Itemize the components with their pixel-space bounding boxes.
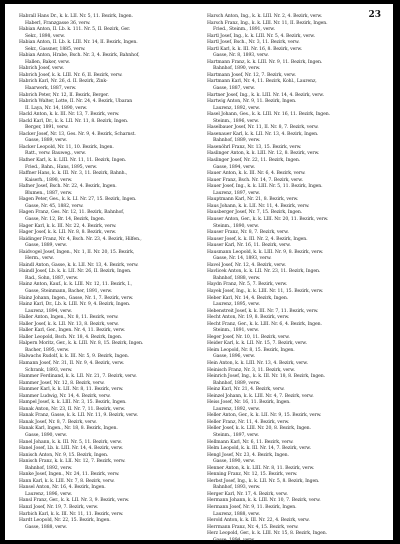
entry-columns	[19, 14, 385, 543]
directory-entry-line: Heinz Karl, Nr. 21, 4. Bezirk, verw.	[207, 387, 285, 393]
directory-entry-line: Heller Franz, Nr. 11, 4. Bezirk, verw.	[207, 419, 290, 425]
directory-entry-line: Bahnhof, 1888, verw.	[213, 275, 261, 281]
directory-entry-line: Gasse, 1890, verw.	[25, 433, 67, 438]
directory-entry-line: Hartwig Anton, Nr. 9, 11. Bezirk, Ingen.	[207, 99, 297, 105]
directory-entry-line: Habian Anton, II. Lb. k. LIII. Nr. 14, II. Bezirk, Ingen.	[19, 40, 138, 46]
directory-entry-line: Hacker Josef, Nr. 13, Ges. Nr. 9, 4. Bezirk, Scharnst.	[19, 131, 136, 137]
directory-entry-line: Laurenz, 1897, verw.	[213, 190, 260, 196]
directory-entry-line: Herger Karl, Nr. 17, 4. Bezirk, verw.	[207, 491, 288, 497]
directory-entry-line: Hainz Johann, Ingen., Gasse, Nr. 1, 7. Bezirk, verw.	[19, 295, 134, 301]
directory-entry-line: Steinm., 1896, verw.	[213, 118, 259, 124]
right-column	[207, 14, 385, 543]
directory-entry-line: II. Laya, Nr. 14, 1890, verw.	[25, 105, 88, 111]
directory-entry-line: Habrich Josef, k. k. LIII. Nr. 6, II. Bezirk, verw.	[19, 72, 123, 78]
directory-entry-line: Harsch Franz, Ing., k. k. LIII. Nr. 11, II. Bezirk, Ingen.	[207, 20, 328, 26]
directory-entry-line: Rad., Sohn, 1887, verw.	[25, 275, 79, 281]
directory-entry-line: Sekr., Gassner, 1885, verw.	[25, 46, 86, 52]
directory-entry-line: Haidinger Franz, Nr. 4, Bsch. Nr. 23, 4. Bezirk, Hilfen.,	[19, 236, 142, 242]
directory-entry-line: Havlicek Anton, k. k. LII. Nr. 23, 11. Bezirk, Ingen.	[207, 269, 321, 275]
directory-entry-line: Haydn Franz, Nr. 5, 7. Bezirk, verw.	[207, 282, 288, 288]
directory-entry-line: Heinrich Josef, Ing., k. k. III. Nr. 18, 8. Bezirk, Ingen.	[207, 374, 325, 380]
directory-entry-line: Heim Leopold, Nr. 8, 15. Bezirk, Ingen.	[207, 347, 295, 353]
directory-entry-line: Habrall Hans Dr., k. k. LII. Nr. 5, 11. Bezirk, Ingen.	[19, 14, 133, 19]
directory-entry-line: Hainz Anton, Kauf., k. k. LIII. Nr. 12, 11. Bezirk, I.,	[19, 282, 132, 288]
directory-entry-line: Herold Anton, k. k. III. Nr. 22, 4. Bezirk, verw.	[207, 518, 310, 524]
directory-entry-line: Hecht Anton, Nr. 19, 8. Bezirk, verw.	[207, 315, 290, 321]
directory-entry-line: Laurenz, 1892, verw.	[213, 105, 260, 111]
directory-entry-line: Haberl, Franzgasse 36, verw.	[25, 20, 91, 26]
directory-entry-line: Hartmann Josef, Nr. 12, 7. Bezirk, verw.	[207, 72, 296, 78]
directory-entry-line: Haidvogel Josef, Ingen., Nr. 1, II. Nr. 20, 15. Bezirk,	[19, 249, 135, 255]
directory-entry-line: Hager Karl, k. k. III. Nr. 22, 4. Bezirk, verw.	[19, 223, 117, 229]
directory-entry-line: Blumen., 1887, verw.	[25, 190, 73, 196]
directory-entry-line: Hartner Josef, Ing., k. k. LIII. Nr. 14, 4. Bezirk, verw.	[207, 92, 324, 98]
directory-entry-line: Heber Karl, Nr. 14, 4. Bezirk, Ingen.	[207, 295, 289, 301]
directory-entry-line: Hasel Johann, Ges., k. k. LIII. Nr. 16, 11. Bezirk, Ingen.	[207, 112, 330, 118]
directory-entry-line: Hafner Karl, k. k. LIII. Nr. 11, 11. Bezirk, Ingen.	[19, 158, 127, 164]
directory-entry-line: Schrank, 1893, verw.	[25, 367, 73, 373]
directory-entry-line: Kaiserh., 1898, verw.	[25, 177, 73, 183]
directory-entry-line: Gasse, Nr. 45, 1882, verw.	[25, 203, 84, 209]
directory-entry-line: Haindl Anton, Gasse, k. k. LII. Nr. 13, 4. Bezirk, verw.	[19, 262, 139, 268]
directory-entry-line: Haller Leopold, Bsch. Nr. 18, 4. Bezirk, Ingen.	[19, 334, 123, 340]
directory-entry-line: Gasse, 1890, verw.	[213, 459, 255, 465]
directory-entry-line: Hecht Franz, Ger., k. k. LIII. Nr. 6, 4. Bezirk, Ingen.	[207, 321, 322, 327]
directory-entry-line: Habrich Peter, Nr. 12, II. Bezirk, Berger.	[19, 92, 109, 98]
directory-entry-line: Hammer Josef, Nr. 12, 8. Bezirk, verw.	[19, 380, 105, 386]
directory-entry-line: Hainz Karl, Dr., Lb. k. LIII. Nr. 9, 4. Bezirk, Ingen.	[19, 302, 131, 308]
directory-entry-line: Herz Leopold, Ger., k. k. LIII. Nr. 15, 8. Bezirk, Ingen.	[207, 531, 327, 537]
directory-entry-line: Hauptmann Karl, Nr. 21, 8. Bezirk, verw.	[207, 197, 299, 203]
directory-entry-line: Haselbauer Josef, Nr. 11, II. Nr. 8, 7. Bezirk, verw.	[207, 125, 319, 131]
directory-entry-line: Hanak Franz, Gasse, k. k. LII. Nr. 11, 9. Bezirk, verw.	[19, 413, 138, 419]
directory-entry-line: Hebenstreit Josef, k. k. III. Nr. 7, 11. Bezirk, verw.	[207, 308, 319, 314]
directory-entry-line: Hausberger Josef, Nr. 7, 15. Bezirk, Ingen.	[207, 210, 303, 216]
directory-entry-line: Hamann Josef, Nr. 31, II. Nr. 9, 4. Bezirk, verw.	[19, 360, 124, 366]
directory-entry-line: Henning Franz, Nr. 12, 15. Bezirk, verw.	[207, 472, 298, 478]
directory-entry-line: Hartmann Franz, k. k. LIII. Nr. 9, 11. Bezirk, Ingen.	[207, 59, 323, 65]
directory-entry-line: Hann Karl, k. k. LIII. Nr. 7, 8. Bezirk, verw.	[19, 478, 115, 484]
directory-entry-line: Haffner Hans, k. k. III. Nr. 3, 11. Bezirk, Bahnh.,	[19, 171, 128, 177]
directory-entry-line: Hengl Josef, Nr. 23, 4. Bezirk, Ingen.	[207, 452, 289, 458]
directory-entry-line: Haarwerk, 1887, verw.	[25, 86, 77, 92]
directory-entry-line: Hein Anton, k. k. LIII. Nr. 13, 4. Bezirk, verw.	[207, 360, 308, 366]
directory-entry-line: Berger, 1891, verw.	[25, 125, 69, 131]
directory-entry-line: Gasse, Nr. 14, 1893, verw.	[213, 256, 272, 262]
directory-entry-line: Hauer Franz, Bsch. Nr. 14, 7. Bezirk, verw.	[207, 177, 303, 183]
directory-entry-line: Hartmann Karl, Nr. 4, 11. Bezirk, Kohl., Laurenz,	[207, 79, 317, 85]
directory-entry-line: Hartl Josef, Ing., k. k. LIII. Nr. 5, 4. Bezirk, verw.	[207, 33, 315, 39]
directory-entry-line: Helm Leopold, k. k. III. Nr. 14, 7. Bezirk, verw.	[207, 446, 311, 452]
directory-page	[5, 4, 393, 543]
directory-entry-line: Hanel Johann, k. k. III. Nr. 5, 11. Bezirk, verw.	[19, 439, 122, 445]
directory-entry-line: Halwachs Rudolf, k. k. III. Nr. 5, 9. Bezirk, Ingen.	[19, 354, 129, 360]
directory-entry-line: Heider Karl, k. k. LII. Nr. 15, 7. Bezirk, verw.	[207, 341, 307, 347]
directory-entry-line: Gasse, 1894, verw.	[213, 537, 255, 543]
directory-entry-line: Haller Josef, k. k. LII. Nr. 13, 8. Bezirk, verw.	[19, 321, 119, 327]
directory-entry-line: Gasse, 1896, verw.	[213, 354, 255, 360]
directory-entry-line: Hammer Ferdinand, k. k. LII. Nr. 21, 7. Bezirk, verw.	[19, 374, 137, 380]
directory-entry-line: Haslinger Anton, k. k. LIII. Nr. 12, 8. Bezirk, verw.	[207, 151, 320, 157]
directory-entry-line: Bahnhof, 1893, verw.	[213, 485, 261, 491]
directory-entry-line: Hayek Josef, Ing., k. k. LIII. Nr. 11, 15. Bezirk, verw.	[207, 288, 324, 294]
directory-entry-line: Gasse, 1889, verw.	[25, 243, 67, 249]
directory-entry-line: Hanisch Anton, Nr. 9, 15. Bezirk, Ingen.	[19, 452, 109, 458]
directory-entry-line: Gasse, Steinmann, Bacher, 1891, verw.	[25, 288, 113, 294]
directory-entry-line: Bahnhof, 1889, verw.	[213, 138, 261, 144]
directory-entry-line: Habrich Karl, Nr. 26, d. II. Bezirk, Zink-	[19, 79, 108, 85]
directory-entry-line: Harbich Karl, k. k. III. Nr. 11, 11. Bezirk, verw.	[19, 511, 124, 517]
directory-entry-line: Hammer Karl, k. k. LII. Nr. 8, 11. Bezirk, verw.	[19, 387, 124, 393]
directory-entry-line: Harsch Anton, Ing., k. k. LIII. Nr. 2, 4. Bezirk, verw.	[207, 14, 323, 19]
directory-entry-line: Hanke Josef, Ingen., Nr. 24, 11. Bezirk, verw.	[19, 472, 120, 478]
directory-entry-line: Heger Josef, Nr. 10, 11. Bezirk, verw.	[207, 334, 290, 340]
directory-entry-line: Hallen, Baker, verw.	[25, 59, 70, 65]
directory-entry-line: Laurenz, 1892, verw.	[213, 406, 260, 412]
directory-entry-line: Haslinger Josef, Nr. 22, 11. Bezirk, Ingen.	[207, 158, 301, 164]
directory-entry-line: Hampel Josef, k. k. LIII. Nr. 3, 15. Bezirk, Ingen.	[19, 400, 127, 406]
directory-entry-line: Hasenauer Karl, k. k. LII. Nr. 13, 4. Bezirk, Ingen.	[207, 131, 319, 137]
directory-entry-line: Haller Anton, Ingen., Nr. 8, 11. Bezirk, verw.	[19, 315, 119, 321]
directory-entry-line: Steinm., 1891, verw.	[213, 328, 259, 334]
directory-entry-line: Hauser Anton, Ger., k. k. LIII. Nr. 20, 11. Bezirk, verw.	[207, 216, 329, 222]
directory-entry-line: Heiss Josef, Nr. 16, 11. Bezirk, Ingen.	[207, 400, 291, 406]
directory-entry-line: Ratt., verw. Bauweg., verw.	[25, 151, 86, 157]
directory-entry-line: Fried., Bahn., Hans, 1895, verw.	[25, 164, 98, 170]
directory-entry-line: Sekr., 1898, verw.	[25, 33, 65, 39]
directory-entry-line: Hager Josef, k. k. LII. Nr. 8, 8. Bezirk, verw.	[19, 230, 117, 236]
directory-entry-line: Hafner Josef, Bsch. Nr. 22, 4. Bezirk, Ingen.	[19, 184, 117, 190]
directory-entry-line: Hanzl Josef, Nr. 19, 7. Bezirk, verw.	[19, 505, 98, 511]
directory-entry-line: Hacker Leopold, Nr. 11, 10. Bezirk, Ingen.	[19, 144, 114, 150]
directory-entry-line: Hackl Karl, Dr., k. k. LII. Nr. 11, 8. Bezirk, Ingen.	[19, 118, 129, 124]
directory-entry-line: Laurenz, 1894, verw.	[25, 308, 72, 314]
directory-entry-line: Heller Josef, k. k. LIII. Nr. 20, 8. Bezirk, Ingen.	[207, 426, 311, 432]
directory-entry-line: Laurenz, 1888, verw.	[213, 511, 260, 517]
directory-entry-line: Hauser Franz, Nr. 8, 7. Bezirk, verw.	[207, 230, 289, 236]
directory-entry-line: Hausmann Leopold, k. k. LIII. Nr. 9, 8. Bezirk, verw.	[207, 249, 324, 255]
directory-entry-line: Heinisch Franz, Nr. 3, 11. Bezirk, verw.	[207, 367, 295, 373]
directory-entry-line: Habian Anton, II. Lb. k. 111. Nr. 5, II. Bezirk, Ger.	[19, 27, 131, 33]
directory-entry-line: Bacher, 1895, verw.	[25, 347, 70, 353]
directory-entry-line: Hermann Johann, k. k. LIII. Nr. 10, 7. Bezirk, verw.	[207, 498, 321, 504]
directory-entry-line: Haindl Josef, Lb. k. k. LII. Nr. 26, II. Bezirk, Ingen.	[19, 269, 132, 275]
directory-entry-line: Hansel Anton, Nr. 16, 4. Bezirk, Ingen.	[19, 485, 106, 491]
directory-entry-line: Gasse, Nr. 12, Br. 14, Bezirk, Ingen.	[25, 216, 105, 222]
directory-entry-line: Herm., verw.	[25, 256, 54, 262]
directory-entry-line: Heller Anton, Ger., k. k. LII. Nr. 9, 15. Bezirk, verw.	[207, 413, 322, 419]
directory-entry-line: Habian Anton, Hrabe, Bsch. Nr. 3, 4. Bezirk, Bahnhof,	[19, 53, 140, 59]
directory-entry-line: Steinm., 1890, verw.	[213, 223, 259, 229]
directory-entry-line: Hasenöhrl Franz, Nr. 13, 15. Bezirk, verw.	[207, 144, 302, 150]
directory-entry-line: Habrich Walter, Lotte, II. Nr. 24, 4. Bezirk, Ubaran	[19, 99, 133, 105]
directory-entry-line: Hauer Josef, Ing., k. k. LIII. Nr. 5, 11. Bezirk, Ingen.	[207, 184, 323, 190]
directory-entry-line: Henner Anton, k. k. LIII. Nr. 8, 11. Bezirk, verw.	[207, 465, 315, 471]
directory-entry-line: Hartl Karl, k. k. III. Nr. 16, 8. Bezirk, verw.	[207, 46, 303, 52]
directory-entry-line: Hagen Peter, Ges., k. k. LI. Nr. 27, 15. Bezirk, Ingen.	[19, 197, 137, 203]
directory-entry-line: Laurenz, 1895, verw.	[213, 302, 260, 308]
directory-entry-line: Haus Johann, k. k. LII. Nr. 11, 4. Bezirk, verw.	[207, 203, 310, 209]
directory-entry-line: Hartl Josef, Bsch., Nr. 3, 11. Bezirk, verw.	[207, 40, 300, 46]
directory-entry-line: Hanel Josef, Lb. k. LIII. Nr. 14, 4. Bezirk, verw.	[19, 446, 124, 452]
directory-entry-line: Hanak Karl, Ingen., Nr. 18, 8. Bezirk, Ingen.	[19, 426, 118, 432]
directory-entry-line: Herrmann Franz, Nr. 4, 15. Bezirk, verw.	[207, 524, 299, 530]
directory-entry-line: Hauser Karl, Nr. 16, 11. Bezirk, verw.	[207, 243, 291, 249]
directory-entry-line: Halpern Moritz, Ger., k. k. LIII. Nr. 8, 15. Bezirk, Ingen.	[19, 341, 144, 347]
directory-entry-line: Laurenz, 1896, verw.	[25, 491, 72, 497]
directory-entry-line: Bahnhof, 1890, verw.	[213, 66, 261, 72]
directory-entry-line: Heinzel Johann, k. k. LIII. Nr. 4, 7. Bezirk, verw.	[207, 393, 314, 399]
page-number: 23	[368, 10, 381, 20]
directory-entry-line: Hackl Anton, k. k. III. Nr. 13, 7. Bezirk, verw.	[19, 112, 120, 118]
directory-entry-line: Hammer Ludwig, Nr. 14, 4. Bezirk, verw.	[19, 393, 111, 399]
directory-entry-line: Hermann Josef, Nr. 9, 11. Bezirk, Ingen.	[207, 505, 297, 511]
directory-entry-line: Hanisch Franz, k. k. LII. Nr. 12, 7. Bezirk, verw.	[19, 459, 126, 465]
directory-entry-line: Hagen Franz, Ges. Nr. 12, 11. Bezirk, Bahnhof,	[19, 210, 125, 216]
directory-entry-line: Gasse, Nr. 8, 1893, verw.	[213, 53, 269, 59]
directory-entry-line: Gasse, 1894, verw.	[213, 164, 255, 170]
directory-entry-line: Hauer Anton, k. k. III. Nr. 6, 4. Bezirk, verw.	[207, 171, 306, 177]
directory-entry-line: Havel Josef, Nr. 12, 4. Bezirk, verw.	[207, 262, 286, 268]
directory-entry-line: Gasse, 1887, verw.	[213, 86, 255, 92]
directory-entry-line: Hanak Josef, Nr. 8, 7. Bezirk, verw.	[19, 419, 97, 425]
directory-entry-line: Herbst Josef, Ing., k. k. LII. Nr. 5, 8. Bezirk, Ingen.	[207, 478, 320, 484]
directory-entry-line: Habrich Josef, verw.	[19, 66, 64, 72]
left-column	[19, 14, 197, 536]
directory-entry-line: Haller Karl, Ger., Ingen. Nr. 4, 11. Bezirk, verw.	[19, 328, 126, 334]
directory-entry-line: Gasse, 1889, verw.	[25, 138, 67, 144]
directory-entry-line: Gasse, 1888, verw.	[25, 524, 67, 530]
directory-entry-line: Bahnhof, 1889, verw.	[213, 380, 261, 386]
directory-entry-line: Hauser Josef, k. k. III. Nr. 2, 4. Bezirk, Ingen.	[207, 236, 308, 242]
directory-entry-line: Hellmann Karl, Nr. 6, 11. Bezirk, verw.	[207, 439, 294, 445]
directory-entry-line: Steinm., 1897, verw.	[213, 433, 259, 438]
directory-entry-line: Hansl Franz, Ger., k. k. LII. Nr. 3, 9. Bezirk, verw.	[19, 498, 130, 504]
directory-entry-line: Bahnhof, 1892, verw.	[25, 465, 73, 471]
directory-entry-line: Hanak Anton, Nr. 23, II. Nr. 7, 11. Bezirk, verw.	[19, 406, 125, 412]
directory-entry-line: Fried., Steinm., 1891, verw.	[213, 27, 275, 33]
directory-entry-line: Hardt Leopold, Nr. 22, 15. Bezirk, Ingen.	[19, 518, 111, 524]
